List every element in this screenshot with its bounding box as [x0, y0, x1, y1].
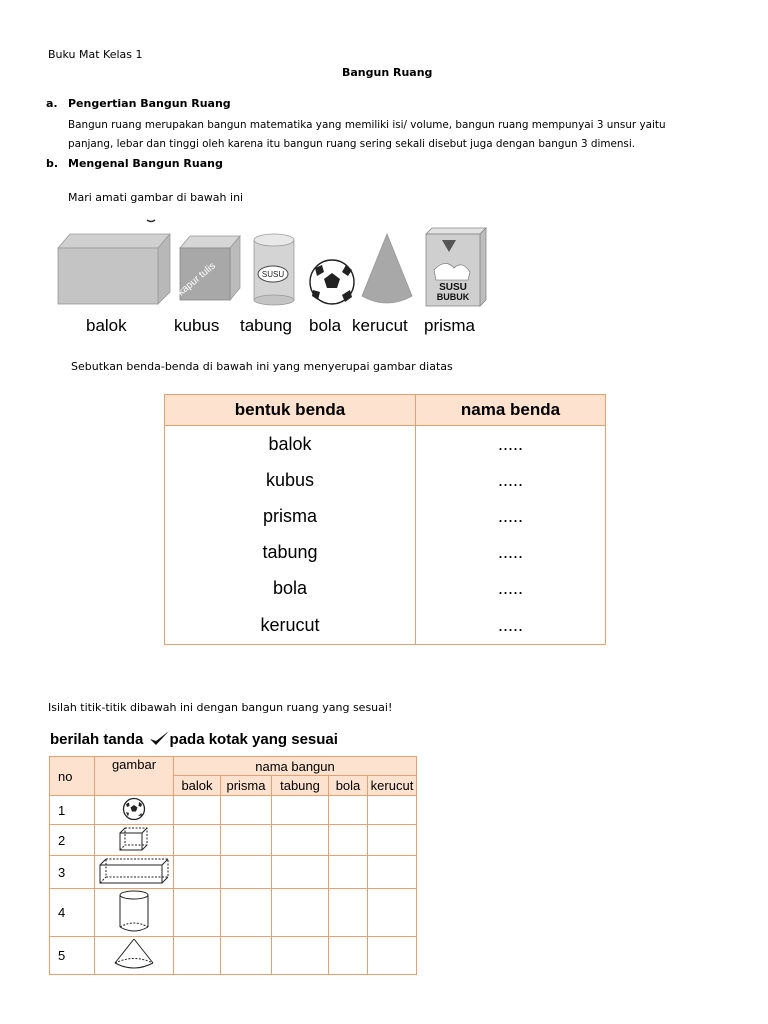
kerucut-image — [362, 234, 412, 303]
column-header-bentuk: bentuk benda — [165, 395, 416, 426]
prisma-image — [426, 228, 486, 306]
nama-cell[interactable]: ..... — [416, 534, 606, 570]
tabung-image — [254, 234, 294, 305]
check-cell-tabung[interactable] — [272, 856, 329, 889]
prisma-label-text-2: BUBUK — [436, 292, 470, 302]
task-text-before: berilah tanda — [50, 731, 144, 748]
shape-label-kerucut: kerucut — [352, 316, 408, 335]
check-cell-bola[interactable] — [329, 856, 368, 889]
column-header-nama-bangun: nama bangun — [174, 757, 417, 776]
table-row — [165, 606, 606, 645]
table-row — [165, 462, 606, 498]
check-cell-bola[interactable] — [329, 889, 368, 937]
nama-cell[interactable]: ..... — [416, 498, 606, 534]
check-cell-tabung[interactable] — [272, 796, 329, 825]
nama-cell[interactable]: ..... — [416, 426, 606, 463]
shape-label-tabung: tabung — [240, 316, 292, 335]
book-title: Buku Mat Kelas 1 — [48, 48, 143, 61]
balok-image — [58, 234, 170, 304]
exercise-1-instruction: Sebutkan benda-benda di bawah ini yang menyerupai gambar diatas — [71, 360, 453, 373]
check-cell-tabung[interactable] — [272, 889, 329, 937]
bentuk-cell: balok — [268, 433, 312, 454]
section-b-intro: Mari amati gambar di bawah ini — [68, 191, 244, 204]
check-cell-kerucut[interactable] — [368, 937, 417, 975]
check-cell-prisma[interactable] — [221, 825, 272, 856]
check-cell-balok[interactable] — [174, 937, 221, 975]
prisma-label-text-1: SUSU — [439, 282, 467, 293]
checkmark-icon — [148, 730, 170, 746]
row-number: 5 — [50, 937, 95, 975]
table-row — [50, 796, 417, 825]
kubus-label-text: kapur tulis — [175, 260, 218, 299]
check-cell-balok[interactable] — [174, 796, 221, 825]
nama-cell[interactable]: ..... — [416, 606, 606, 645]
gambar-cell — [95, 856, 174, 889]
gambar-cell — [95, 937, 174, 975]
section-a-line-2: panjang, lebar dan tinggi oleh karena itu bangun ruang sering sekali disebut juga dengan bangun 3 dimensi. — [68, 138, 636, 150]
table-row — [165, 498, 606, 534]
check-cell-prisma[interactable] — [221, 889, 272, 937]
bentuk-cell: prisma — [262, 505, 317, 526]
check-cell-tabung[interactable] — [272, 825, 329, 856]
shape-label-balok: balok — [86, 316, 127, 335]
shape-label-bola: bola — [309, 316, 342, 335]
check-cell-kerucut[interactable] — [368, 796, 417, 825]
shape-label-kubus: kubus — [174, 316, 220, 335]
check-cell-kerucut[interactable] — [368, 825, 417, 856]
section-a-heading: Pengertian Bangun Ruang — [68, 97, 231, 110]
bentuk-cell: kubus — [265, 469, 315, 490]
section-a-line-1: Bangun ruang merupakan bangun matematika yang memiliki isi/ volume, bangun ruang mempunyai 3 unsur yaitu — [68, 119, 666, 131]
check-cell-prisma[interactable] — [221, 937, 272, 975]
table-row — [50, 889, 417, 937]
cylinder-icon — [116, 889, 152, 933]
bentuk-cell: kerucut — [260, 614, 320, 635]
table-row — [165, 570, 606, 606]
table-row — [50, 856, 417, 889]
exercise-2-instruction: Isilah titik-titik dibawah ini dengan bangun ruang yang sesuai! — [48, 701, 393, 714]
checkmark-task — [50, 730, 338, 748]
tabung-label-text: SUSU — [261, 270, 285, 279]
task-text-after: pada kotak yang sesuai — [169, 731, 338, 748]
gambar-cell — [95, 796, 174, 825]
bola-image — [310, 260, 354, 304]
sub-header-balok: balok — [174, 776, 221, 796]
table-row — [50, 825, 417, 856]
nama-cell[interactable]: ..... — [416, 570, 606, 606]
column-header-nama: nama benda — [416, 395, 606, 426]
check-cell-balok[interactable] — [174, 825, 221, 856]
sub-header-kerucut: kerucut — [368, 776, 417, 796]
sub-header-tabung: tabung — [272, 776, 329, 796]
bentuk-benda-table — [164, 394, 606, 645]
column-header-no: no — [50, 757, 95, 796]
check-cell-kerucut[interactable] — [368, 889, 417, 937]
gambar-cell — [95, 825, 174, 856]
bentuk-cell: tabung — [262, 541, 318, 562]
page-title: Bangun Ruang — [342, 66, 433, 79]
ball-icon — [122, 797, 146, 821]
cuboid-icon — [98, 857, 170, 885]
row-number: 2 — [50, 825, 95, 856]
cube-icon — [117, 826, 151, 852]
nama-cell[interactable]: ..... — [416, 462, 606, 498]
row-number: 1 — [50, 796, 95, 825]
check-cell-kerucut[interactable] — [368, 856, 417, 889]
section-b-marker: b. — [46, 157, 59, 170]
check-cell-bola[interactable] — [329, 825, 368, 856]
column-header-gambar: gambar — [95, 757, 174, 796]
check-cell-bola[interactable] — [329, 937, 368, 975]
row-number: 4 — [50, 889, 95, 937]
table-row — [50, 937, 417, 975]
check-cell-balok[interactable] — [174, 856, 221, 889]
sub-header-prisma: prisma — [221, 776, 272, 796]
check-cell-prisma[interactable] — [221, 856, 272, 889]
check-cell-bola[interactable] — [329, 796, 368, 825]
check-cell-tabung[interactable] — [272, 937, 329, 975]
kubus-image — [176, 236, 240, 300]
table-row — [165, 426, 606, 463]
section-b-heading: Mengenal Bangun Ruang — [68, 157, 223, 170]
shapes-illustration — [50, 210, 500, 312]
check-cell-balok[interactable] — [174, 889, 221, 937]
shape-label-prisma: prisma — [424, 316, 476, 335]
sub-header-bola: bola — [329, 776, 368, 796]
gambar-cell — [95, 889, 174, 937]
cone-icon — [112, 937, 156, 971]
section-a-marker: a. — [46, 97, 58, 110]
bentuk-cell: bola — [272, 577, 308, 598]
check-cell-prisma[interactable] — [221, 796, 272, 825]
row-number: 3 — [50, 856, 95, 889]
nama-bangun-table — [49, 756, 417, 975]
table-row — [165, 534, 606, 570]
